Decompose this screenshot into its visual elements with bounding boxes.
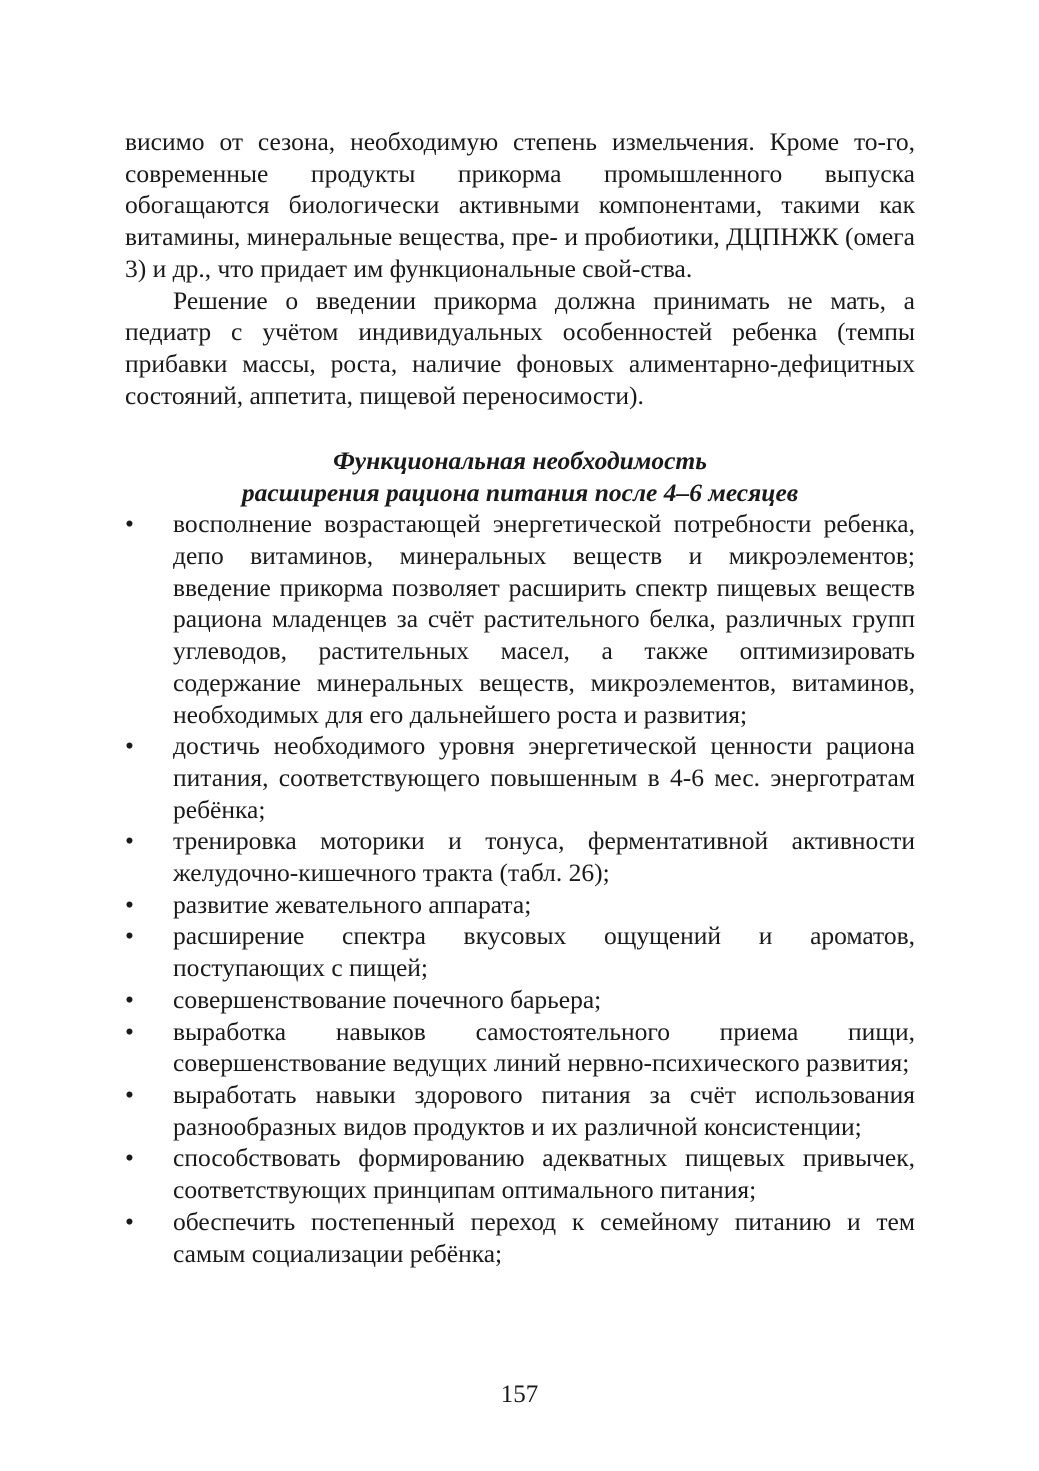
section-title-line-2: расширения рациона питания после 4–6 месяцев bbox=[241, 477, 799, 507]
list-item-text: обеспечить постепенный переход к семейному питанию и тем самым социализации ребёнка; bbox=[173, 1206, 915, 1268]
bullet-mark: • bbox=[125, 1143, 134, 1173]
list-item-text: достичь необходимого уровня энергетической ценности рациона питания, соответствующего повышенным в 4-6 мес. энерготратам ребёнка; bbox=[173, 731, 915, 824]
list-item-text: совершенствование почечного барьера; bbox=[173, 984, 602, 1014]
list-item-text: восполнение возрастающей энергетической потребности ребенка, депо витаминов, минеральных веществ и микроэлементов; введение прикорма позволяет расширить спектр пищевых веществ рациона младенцев за счёт растительного белка, различных групп углеводов, растительных масел, а также оптимизировать содержание минеральных веществ, микроэлементов, витаминов, необходимых для его дальнейшего роста и развития; bbox=[173, 509, 915, 729]
paragraph-decision: Решение о введении прикорма должна принимать не мать, а педиатр с учётом индивидуальных особенностей ребенка (темпы прибавки массы, роста, наличие фоновых алиментарно-дефицитных состояний, аппетита, пищевой переносимости). bbox=[125, 285, 915, 410]
list-item-text: развитие жевательного аппарата; bbox=[173, 889, 532, 919]
list-item bbox=[125, 1142, 915, 1205]
list-item-text: тренировка моторики и тонуса, ферментативной активности желудочно-кишечного тракта (табл. 26); bbox=[173, 826, 915, 888]
bullet-mark: • bbox=[125, 509, 134, 539]
bullet-mark: • bbox=[125, 1079, 134, 1109]
bullet-list bbox=[125, 508, 915, 1269]
list-item-text: выработка навыков самостоятельного приема пищи, совершенствование ведущих линий нервно-психического развития; bbox=[173, 1016, 915, 1078]
bullet-mark: • bbox=[125, 1206, 134, 1236]
list-item-text: выработать навыки здорового питания за счёт использования разнообразных видов продуктов и их различной консистенции; bbox=[173, 1079, 915, 1141]
section-title bbox=[125, 445, 915, 508]
list-item bbox=[125, 508, 915, 730]
list-item-text: расширение спектра вкусовых ощущений и ароматов, поступающих с пищей; bbox=[173, 921, 915, 983]
list-item-text: способствовать формированию адекватных пищевых привычек, соответствующих принципам оптимального питания; bbox=[173, 1143, 915, 1205]
bullet-mark: • bbox=[125, 826, 134, 856]
list-item bbox=[125, 984, 915, 1016]
paragraph-continuation: висимо от сезона, необходимую степень измельчения. Кроме то-го, современные продукты прикорма промышленного выпуска обогащаются биологически активными компонентами, такими как витамины, минеральные вещества, пре- и пробиотики, ДЦПНЖК (омега 3) и др., что придает им функциональные свой-ства. bbox=[125, 127, 915, 283]
list-item bbox=[125, 825, 915, 888]
page-body bbox=[125, 126, 915, 1269]
section-title-line-1: Функциональная необходимость bbox=[333, 446, 707, 476]
list-item bbox=[125, 889, 915, 921]
list-item bbox=[125, 1206, 915, 1269]
bullet-mark: • bbox=[125, 731, 134, 761]
bullet-mark: • bbox=[125, 889, 134, 919]
bullet-mark: • bbox=[125, 1016, 134, 1046]
bullet-mark: • bbox=[125, 984, 134, 1014]
list-item bbox=[125, 1016, 915, 1079]
list-item bbox=[125, 730, 915, 825]
list-item bbox=[125, 920, 915, 983]
page-number: 157 bbox=[500, 1381, 539, 1408]
list-item bbox=[125, 1079, 915, 1142]
bullet-mark: • bbox=[125, 921, 134, 951]
